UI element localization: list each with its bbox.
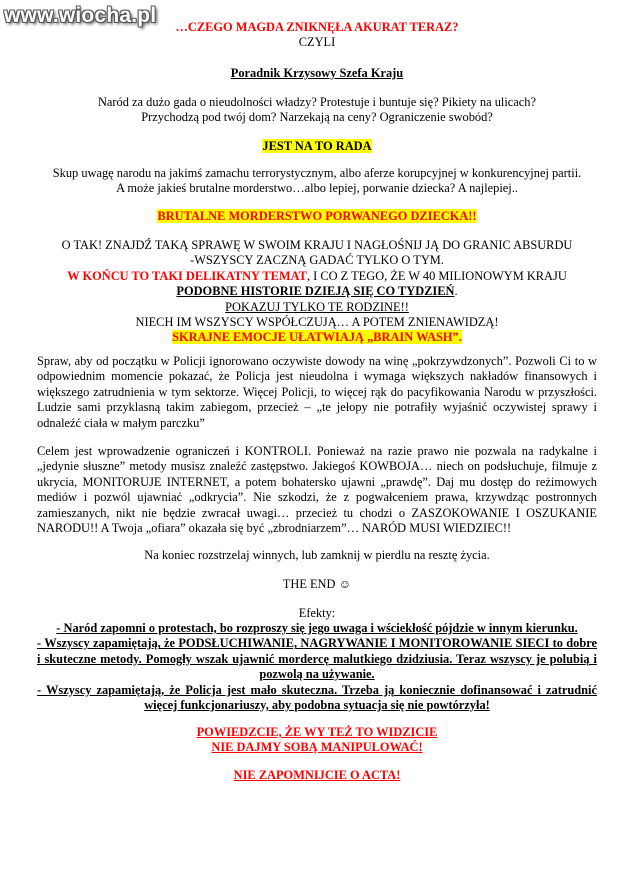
paragraph-line: Celem jest wprowadzenie ograniczeń i KONTROLI. Ponieważ na razie prawo nie pozwala na radykalne i bbox=[37, 444, 597, 458]
effects-item-cont: i skuteczne metody. Pomogły wszak ujawnić mordercę malutkiego dzidziusia. Teraz wszyscy je polubią i bbox=[37, 651, 597, 666]
effects-item: - Naród zapomni o protestach, bo rozproszy się jego uwaga i wściekłość pójdzie w innym kierunku. bbox=[56, 621, 578, 635]
effects-item: - Wszyscy zapamiętają, że Policja jest mało skuteczna. Trzeba ją koniecznie dofinansować i zatrudnić bbox=[37, 682, 597, 697]
otak-line-4-dot: . bbox=[454, 284, 458, 299]
effects-item-cont: pozwolą na używanie. bbox=[259, 667, 375, 682]
advice-line: Skup uwagę narodu na jakimś zamachu terrorystycznym, albo aferze korupcyjnej w konkurencyjnej partii. bbox=[52, 166, 582, 180]
answer-banner bbox=[37, 139, 597, 154]
paragraph-line: zamieszanych, nikt nie będzie zwracał uwagi… przecież tu chodzi o ZASZOKOWANIE I OSZUKANIE bbox=[37, 505, 597, 520]
footer-line-1: POWIEDZCIE, ŻE WY TEŻ TO WIDZICIE bbox=[196, 725, 438, 739]
paragraph-control bbox=[37, 444, 597, 536]
the-end: THE END ☺ bbox=[282, 577, 352, 591]
effects-item-cont: więcej funkcjonariuszy, aby podobna sytuacja się nie powtórzyła! bbox=[144, 698, 490, 713]
guide-title: Poradnik Krzysowy Szefa Kraju bbox=[230, 66, 404, 80]
otak-line-3-rest: , I CO Z TEGO, ŻE W 40 MILIONOWYM KRAJU bbox=[306, 268, 567, 283]
otak-line-3 bbox=[37, 269, 597, 284]
otak-line-2: -WSZYSCY ZACZNĄ GADAĆ TYLKO O TYM. bbox=[190, 253, 444, 268]
otak-line-6: NIECH IM WSZYSCY WSPÓŁCZUJĄ… A POTEM ZNIENAWIDZĄ! bbox=[135, 315, 499, 330]
effects-list bbox=[37, 621, 597, 713]
paragraph-line: Ludzie sami przyklasną takim zabiegom, przecież – „te jełopy nie potrafiły wyjaśnić oczywistej sprawy i bbox=[37, 400, 597, 415]
footer-call bbox=[37, 725, 597, 756]
otak-line-7-text: SKRAJNE EMOCJE UŁATWIAJĄ „BRAIN WASH”. bbox=[172, 330, 462, 345]
advice-paragraph bbox=[37, 166, 597, 197]
paragraph-line: odpowiednim momencie pokazać, że Policja jest nieudolna i wymaga większych nakładów finansowych i bbox=[37, 369, 597, 384]
footer-acta: NIE ZAPOMNIJCIE O ACTA! bbox=[233, 768, 401, 782]
watermark-logo: www.wiocha.pl bbox=[4, 4, 157, 27]
advice-line: A może jakieś brutalne morderstwo…albo lepiej, porwanie dziecka? A najlepiej.. bbox=[116, 181, 518, 196]
document-subtitle: CZYLI bbox=[298, 35, 336, 49]
intro-line: Przychodzą pod twój dom? Narzekają na ceny? Ograniczenie swobód? bbox=[141, 110, 493, 125]
otak-section bbox=[37, 238, 597, 346]
otak-line-4-bold: PODOBNE HISTORIE DZIEJĄ SIĘ CO TYDZIEŃ bbox=[176, 284, 455, 299]
otak-line-5: POKAZUJ TYLKO TE RODZINE!! bbox=[225, 299, 409, 314]
paragraph-line: NARODU!! A Twoja „ofiara” okazała się być „zbrodniarzem”… NARÓD MUSI WIEDZIEC!! bbox=[37, 521, 512, 536]
otak-line-3-red: W KOŃCU TO TAKI DELIKATNY TEMAT bbox=[67, 268, 307, 283]
effects-heading: Efekty: bbox=[298, 606, 336, 620]
paragraph-line: „jedynie słuszne” metody musisz znaleźć zastępstwo. Jakiegoś KOWBOJA… niech on podsłuchuje, filmuje z bbox=[37, 459, 597, 474]
paragraph-line: większego zatrudnienia w tym sektorze. Więcej Policji, to więcej rąk do pacyfikowania Narodu w przyszłości. bbox=[37, 384, 597, 399]
brutal-banner bbox=[37, 209, 597, 224]
paragraph-line: ukrycia, MONITORUJE INTERNET, a potem bohatersko ujawni „prawdę”. Daj mu dostęp do reżimowych bbox=[37, 474, 597, 489]
footer-line-2: NIE DAJMY SOBĄ MANIPULOWAĆ! bbox=[211, 740, 423, 755]
effects-item: - Wszyscy zapamiętają, że PODSŁUCHIWANIE, NAGRYWANIE I MONITOROWANIE SIECI to dobre bbox=[37, 636, 597, 651]
intro-paragraph bbox=[37, 95, 597, 126]
otak-line-7 bbox=[37, 330, 597, 345]
answer-banner-text: JEST NA TO RADA bbox=[262, 139, 372, 153]
paragraph-line: mediów i pozwól ujawniać „odkrycia”. Nie szkodzi, że z pogwałceniem prawa, krzywdząc postronnych bbox=[37, 490, 597, 505]
paragraph-line: Spraw, aby od początku w Policji ignorowano oczywiste dowody na winę „pokrzywdzonych”. Pozwoli Ci to w bbox=[37, 354, 597, 368]
closing-line: Na koniec rozstrzelaj winnych, lub zamknij w pierdlu na resztę życia. bbox=[144, 548, 490, 562]
intro-line: Naród za dużo gada o nieudolności władzy? Protestuje i buntuje się? Pikiety na ulicach? bbox=[97, 95, 536, 109]
otak-line-4 bbox=[37, 284, 597, 299]
otak-line-1: O TAK! ZNAJDŹ TAKĄ SPRAWĘ W SWOIM KRAJU I NAGŁOŚNIJ JĄ DO GRANIC ABSURDU bbox=[61, 238, 573, 252]
paragraph-police bbox=[37, 354, 597, 431]
paragraph-line: odnaleźć ciała w małym parczku” bbox=[37, 415, 205, 430]
document-title: …CZEGO MAGDA ZNIKNĘŁA AKURAT TERAZ? bbox=[175, 20, 459, 34]
brutal-banner-text: BRUTALNE MORDERSTWO PORWANEGO DZIECKA!! bbox=[157, 209, 477, 223]
